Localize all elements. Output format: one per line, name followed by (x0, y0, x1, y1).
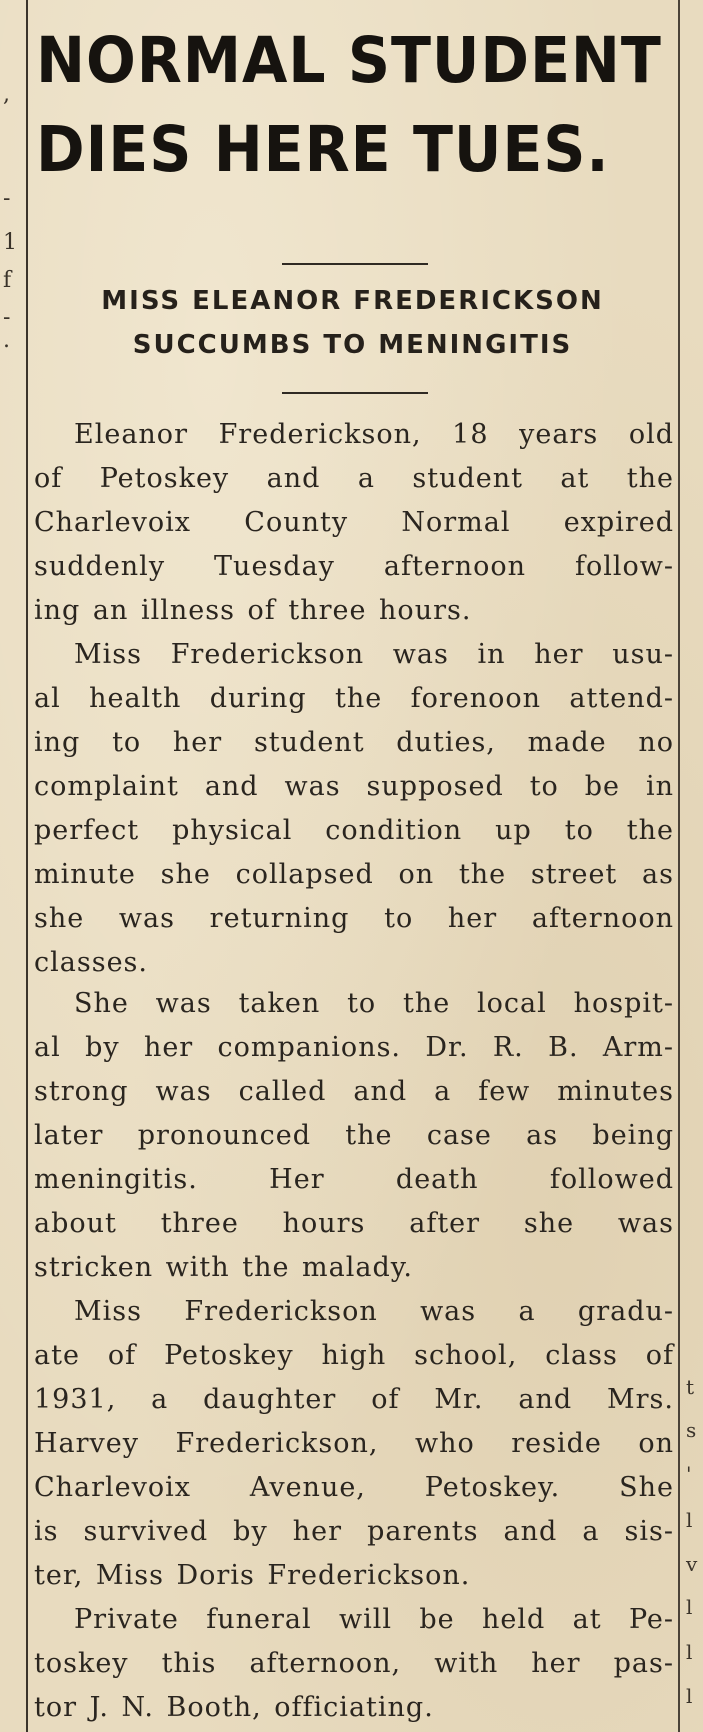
headline-line-2: DIES HERE TUES. (36, 113, 610, 186)
body-line: Private funeral will be held at Pe- (74, 1604, 674, 1635)
body-line: Miss Frederickson was a gradu- (74, 1296, 674, 1327)
body-line: al by her companions. Dr. R. B. Arm- (34, 1032, 674, 1063)
body-line: ing an illness of three hours. (34, 595, 472, 626)
body-line: tor J. N. Booth, officiating. (34, 1692, 434, 1723)
body-line: Charlevoix County Normal expired (34, 507, 674, 538)
margin-fragment: f (3, 268, 12, 293)
divider-bottom (282, 392, 428, 394)
body-line: perfect physical condition up to the (34, 815, 674, 846)
subheadline-line-1: MISS ELEANOR FREDERICKSON (101, 286, 604, 316)
body-line: meningitis. Her death followed (34, 1164, 674, 1195)
body-line: of Petoskey and a student at the (34, 463, 674, 494)
body-line: toskey this afternoon, with her pas- (34, 1648, 674, 1679)
margin-fragment: ' (686, 1462, 692, 1486)
body-line: ate of Petoskey high school, class of (34, 1340, 674, 1371)
body-line: al health during the forenoon attend- (34, 683, 674, 714)
margin-fragment: s (686, 1418, 697, 1442)
body-line: ter, Miss Doris Frederickson. (34, 1560, 471, 1591)
body-line: Eleanor Frederickson, 18 years old (74, 419, 674, 450)
body-line: is survived by her parents and a sis- (34, 1516, 674, 1547)
margin-fragment: v (686, 1552, 698, 1576)
body-line: 1931, a daughter of Mr. and Mrs. (34, 1384, 674, 1415)
body-line: She was taken to the local hospit- (74, 988, 674, 1019)
body-line: suddenly Tuesday afternoon follow- (34, 551, 674, 582)
margin-fragment: 1 (3, 230, 17, 255)
body-line: minute she collapsed on the street as (34, 859, 674, 890)
body-line: stricken with the malady. (34, 1252, 414, 1283)
body-line: Charlevoix Avenue, Petoskey. She (34, 1472, 674, 1503)
margin-fragment: l (686, 1508, 693, 1532)
margin-fragment: l (686, 1640, 693, 1664)
headline-line-1: NORMAL STUDENT (36, 24, 662, 97)
column-rule-left (26, 0, 28, 1732)
body-line: ing to her student duties, made no (34, 727, 674, 758)
body-line: Miss Frederickson was in her usu- (74, 639, 674, 670)
margin-fragment: - (3, 186, 11, 211)
margin-fragment: t (686, 1375, 695, 1399)
margin-fragment: . (3, 328, 10, 353)
body-line: Harvey Frederickson, who reside on (34, 1428, 674, 1459)
column-rule-right (678, 0, 680, 1732)
body-line: about three hours after she was (34, 1208, 674, 1239)
subheadline-line-2: SUCCUMBS TO MENINGITIS (132, 330, 573, 360)
body-line: later pronounced the case as being (34, 1120, 674, 1151)
right-margin-fragments (682, 0, 703, 1732)
body-line: complaint and was supposed to be in (34, 771, 674, 802)
divider-top (282, 263, 428, 265)
body-line: she was returning to her afternoon (34, 903, 674, 934)
margin-fragment: l (686, 1595, 693, 1619)
margin-fragment: - (3, 305, 11, 330)
body-line: classes. (34, 947, 148, 978)
body-line: strong was called and a few minutes (34, 1076, 674, 1107)
margin-fragment: l (686, 1684, 693, 1708)
left-margin-fragments (0, 0, 26, 1732)
margin-fragment: , (3, 82, 10, 107)
